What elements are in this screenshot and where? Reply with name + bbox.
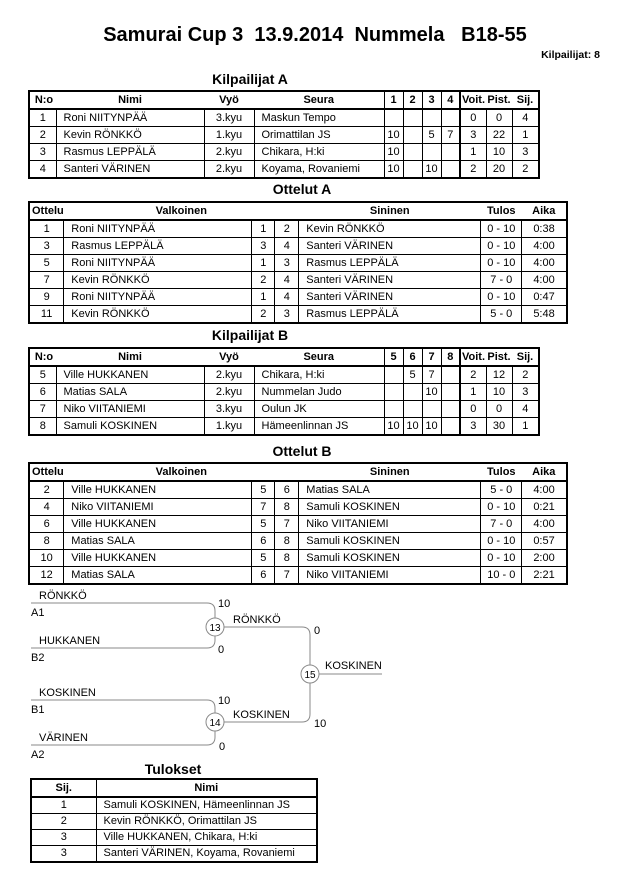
col-match: Ottelu bbox=[29, 463, 64, 481]
score-cell: 5 bbox=[403, 366, 422, 384]
col-score-3: 3 bbox=[422, 91, 441, 109]
col-points: Pist. bbox=[486, 348, 512, 366]
white-no-cell: 5 bbox=[252, 550, 275, 567]
belt-cell: 2.kyu bbox=[204, 144, 254, 161]
blue-no-cell: 8 bbox=[275, 533, 299, 550]
score-cell: 10 bbox=[422, 384, 441, 401]
time-cell: 0:57 bbox=[522, 533, 567, 550]
time-cell: 4:00 bbox=[522, 481, 567, 499]
competitor-row bbox=[29, 161, 539, 179]
bracket-score: 0 bbox=[314, 625, 321, 637]
belt-cell: 2.kyu bbox=[204, 384, 254, 401]
no-cell: 6 bbox=[29, 384, 56, 401]
score-cell: 5 bbox=[422, 127, 441, 144]
place-cell: 3 bbox=[512, 144, 539, 161]
white-no-cell: 6 bbox=[252, 567, 275, 585]
blue-no-cell: 3 bbox=[275, 306, 299, 324]
wins-cell: 3 bbox=[460, 127, 486, 144]
bracket-score: 10 bbox=[218, 598, 231, 610]
wins-cell: 2 bbox=[460, 366, 486, 384]
points-cell: 0 bbox=[486, 109, 512, 127]
bracket-score: 0 bbox=[218, 644, 225, 656]
score-cell: 10 bbox=[384, 144, 403, 161]
club-cell: Chikara, H:ki bbox=[254, 366, 384, 384]
blue-name-cell: Kevin RÖNKKÖ bbox=[299, 220, 481, 238]
col-score-5: 5 bbox=[384, 348, 403, 366]
pool-a-heading: Kilpailijat A bbox=[212, 71, 288, 87]
name-cell: Ville HUKKANEN, Chikara, H:ki bbox=[96, 830, 317, 846]
score-cell: 10 bbox=[422, 418, 441, 436]
wins-cell: 2 bbox=[460, 161, 486, 179]
score-cell bbox=[422, 144, 441, 161]
result-row bbox=[31, 846, 317, 863]
blue-no-cell: 8 bbox=[275, 499, 299, 516]
results-heading: Tulokset bbox=[144, 761, 202, 777]
place-cell: 1 bbox=[512, 127, 539, 144]
score-cell: 10 bbox=[403, 418, 422, 436]
blue-name-cell: Santeri VÄRINEN bbox=[299, 289, 481, 306]
time-cell: 4:00 bbox=[522, 272, 567, 289]
match-row bbox=[29, 516, 567, 533]
blue-name-cell: Santeri VÄRINEN bbox=[299, 238, 481, 255]
match-no-cell: 4 bbox=[29, 499, 64, 516]
match-no-cell: 10 bbox=[29, 550, 64, 567]
result-cell: 0 - 10 bbox=[481, 220, 522, 238]
col-place: Sij. bbox=[512, 348, 539, 366]
pool-b-table bbox=[28, 347, 540, 436]
score-cell bbox=[384, 366, 403, 384]
belt-cell: 2.kyu bbox=[204, 161, 254, 179]
competitor-row bbox=[29, 127, 539, 144]
result-row bbox=[31, 814, 317, 830]
bracket-match-number: 13 bbox=[209, 623, 221, 634]
bracket-line bbox=[224, 627, 310, 665]
white-name-cell: Roni NIITYNPÄÄ bbox=[64, 255, 252, 272]
score-cell bbox=[403, 384, 422, 401]
time-cell: 4:00 bbox=[522, 238, 567, 255]
white-name-cell: Kevin RÖNKKÖ bbox=[64, 306, 252, 324]
col-score-7: 7 bbox=[422, 348, 441, 366]
col-no: N:o bbox=[29, 348, 56, 366]
col-wins: Voit. bbox=[460, 91, 486, 109]
no-cell: 2 bbox=[29, 127, 56, 144]
no-cell: 4 bbox=[29, 161, 56, 179]
time-cell: 0:38 bbox=[522, 220, 567, 238]
points-cell: 12 bbox=[486, 366, 512, 384]
white-name-cell: Matias SALA bbox=[64, 533, 252, 550]
place-cell: 3 bbox=[31, 846, 96, 863]
bracket-score: 10 bbox=[218, 695, 231, 707]
header-row bbox=[29, 463, 567, 481]
match-row bbox=[29, 306, 567, 324]
competitors-count: Kilpailijat: 8 bbox=[541, 49, 600, 61]
match-no-cell: 3 bbox=[29, 238, 64, 255]
blue-name-cell: Samuli KOSKINEN bbox=[299, 499, 481, 516]
time-cell: 2:21 bbox=[522, 567, 567, 585]
col-name: Nimi bbox=[56, 91, 204, 109]
final-bracket-diagram bbox=[0, 585, 440, 770]
score-cell bbox=[441, 401, 460, 418]
matches-a-table bbox=[28, 201, 568, 324]
bracket-winner-name: KOSKINEN bbox=[325, 660, 382, 672]
result-cell: 0 - 10 bbox=[481, 550, 522, 567]
white-name-cell: Ville HUKKANEN bbox=[64, 481, 252, 499]
match-no-cell: 9 bbox=[29, 289, 64, 306]
wins-cell: 0 bbox=[460, 109, 486, 127]
match-row bbox=[29, 567, 567, 585]
white-name-cell: Kevin RÖNKKÖ bbox=[64, 272, 252, 289]
score-cell bbox=[403, 161, 422, 179]
match-row bbox=[29, 499, 567, 516]
score-cell bbox=[441, 109, 460, 127]
pool-b-heading: Kilpailijat B bbox=[211, 327, 289, 343]
match-row bbox=[29, 289, 567, 306]
bracket-line bbox=[31, 700, 215, 713]
match-row bbox=[29, 533, 567, 550]
blue-no-cell: 7 bbox=[275, 516, 299, 533]
wins-cell: 3 bbox=[460, 418, 486, 436]
time-cell: 4:00 bbox=[522, 516, 567, 533]
blue-no-cell: 4 bbox=[275, 272, 299, 289]
blue-name-cell: Samuli KOSKINEN bbox=[299, 533, 481, 550]
match-row bbox=[29, 272, 567, 289]
white-name-cell: Rasmus LEPPÄLÄ bbox=[64, 238, 252, 255]
name-cell: Santeri VÄRINEN, Koyama, Rovaniemi bbox=[96, 846, 317, 863]
match-row bbox=[29, 481, 567, 499]
competitor-row bbox=[29, 366, 539, 384]
name-cell: Kevin RÖNKKÖ, Orimattilan JS bbox=[96, 814, 317, 830]
header-row bbox=[29, 91, 539, 109]
col-time: Aika bbox=[522, 202, 567, 220]
score-cell: 7 bbox=[441, 127, 460, 144]
place-cell: 1 bbox=[31, 797, 96, 814]
blue-no-cell: 2 bbox=[275, 220, 299, 238]
blue-name-cell: Santeri VÄRINEN bbox=[299, 272, 481, 289]
time-cell: 4:00 bbox=[522, 255, 567, 272]
result-cell: 0 - 10 bbox=[481, 533, 522, 550]
blue-name-cell: Rasmus LEPPÄLÄ bbox=[299, 306, 481, 324]
white-name-cell: Roni NIITYNPÄÄ bbox=[64, 220, 252, 238]
white-name-cell: Ville HUKKANEN bbox=[64, 516, 252, 533]
name-cell: Roni NIITYNPÄÄ bbox=[56, 109, 204, 127]
no-cell: 3 bbox=[29, 144, 56, 161]
score-cell: 10 bbox=[384, 418, 403, 436]
name-cell: Samuli KOSKINEN, Hämeenlinnan JS bbox=[96, 797, 317, 814]
col-club: Seura bbox=[254, 91, 384, 109]
col-blue: Sininen bbox=[299, 463, 481, 481]
col-score-6: 6 bbox=[403, 348, 422, 366]
score-cell bbox=[403, 401, 422, 418]
white-no-cell: 5 bbox=[252, 516, 275, 533]
match-no-cell: 8 bbox=[29, 533, 64, 550]
name-cell: Rasmus LEPPÄLÄ bbox=[56, 144, 204, 161]
result-cell: 0 - 10 bbox=[481, 255, 522, 272]
time-cell: 0:21 bbox=[522, 499, 567, 516]
club-cell: Koyama, Rovaniemi bbox=[254, 161, 384, 179]
result-cell: 10 - 0 bbox=[481, 567, 522, 585]
place-cell: 2 bbox=[31, 814, 96, 830]
score-cell: 10 bbox=[422, 161, 441, 179]
competitor-row bbox=[29, 418, 539, 436]
bracket-winner-name: RÖNKKÖ bbox=[233, 614, 281, 626]
blue-name-cell: Matias SALA bbox=[299, 481, 481, 499]
blue-name-cell: Niko VIITANIEMI bbox=[299, 567, 481, 585]
bracket-seed-label: B1 bbox=[31, 704, 45, 716]
results-table bbox=[30, 778, 318, 863]
result-row bbox=[31, 797, 317, 814]
result-cell: 0 - 10 bbox=[481, 289, 522, 306]
col-place: Sij. bbox=[31, 779, 96, 797]
score-cell bbox=[384, 384, 403, 401]
time-cell: 2:00 bbox=[522, 550, 567, 567]
match-no-cell: 11 bbox=[29, 306, 64, 324]
points-cell: 30 bbox=[486, 418, 512, 436]
result-cell: 0 - 10 bbox=[481, 499, 522, 516]
score-cell: 10 bbox=[384, 161, 403, 179]
white-no-cell: 3 bbox=[252, 238, 275, 255]
place-cell: 3 bbox=[31, 830, 96, 846]
col-points: Pist. bbox=[486, 91, 512, 109]
header-row bbox=[31, 779, 317, 797]
belt-cell: 2.kyu bbox=[204, 366, 254, 384]
bracket-player-name: VÄRINEN bbox=[39, 732, 88, 744]
club-cell: Maskun Tempo bbox=[254, 109, 384, 127]
blue-name-cell: Rasmus LEPPÄLÄ bbox=[299, 255, 481, 272]
points-cell: 22 bbox=[486, 127, 512, 144]
white-no-cell: 1 bbox=[252, 289, 275, 306]
place-cell: 1 bbox=[512, 418, 539, 436]
club-cell: Orimattilan JS bbox=[254, 127, 384, 144]
col-blue: Sininen bbox=[299, 202, 481, 220]
col-score-2: 2 bbox=[403, 91, 422, 109]
club-cell: Nummelan Judo bbox=[254, 384, 384, 401]
col-place: Sij. bbox=[512, 91, 539, 109]
match-row bbox=[29, 255, 567, 272]
bracket-match-number: 15 bbox=[304, 670, 316, 681]
score-cell bbox=[441, 161, 460, 179]
blue-no-cell: 4 bbox=[275, 289, 299, 306]
belt-cell: 1.kyu bbox=[204, 418, 254, 436]
white-name-cell: Matias SALA bbox=[64, 567, 252, 585]
result-cell: 0 - 10 bbox=[481, 238, 522, 255]
place-cell: 4 bbox=[512, 401, 539, 418]
score-cell bbox=[422, 401, 441, 418]
name-cell: Santeri VÄRINEN bbox=[56, 161, 204, 179]
score-cell bbox=[384, 401, 403, 418]
bracket-seed-label: A1 bbox=[31, 607, 45, 619]
score-cell: 10 bbox=[384, 127, 403, 144]
bracket-score: 10 bbox=[314, 718, 327, 730]
col-belt: Vyö bbox=[204, 348, 254, 366]
match-no-cell: 2 bbox=[29, 481, 64, 499]
name-cell: Matias SALA bbox=[56, 384, 204, 401]
result-cell: 5 - 0 bbox=[481, 481, 522, 499]
white-no-cell: 2 bbox=[252, 272, 275, 289]
name-cell: Kevin RÖNKKÖ bbox=[56, 127, 204, 144]
club-cell: Hämeenlinnan JS bbox=[254, 418, 384, 436]
blue-name-cell: Samuli KOSKINEN bbox=[299, 550, 481, 567]
bracket-match-number: 14 bbox=[209, 718, 221, 729]
points-cell: 10 bbox=[486, 384, 512, 401]
col-time: Aika bbox=[522, 463, 567, 481]
name-cell: Samuli KOSKINEN bbox=[56, 418, 204, 436]
no-cell: 7 bbox=[29, 401, 56, 418]
result-cell: 5 - 0 bbox=[481, 306, 522, 324]
blue-no-cell: 6 bbox=[275, 481, 299, 499]
col-name: Nimi bbox=[56, 348, 204, 366]
col-name: Nimi bbox=[96, 779, 317, 797]
match-row bbox=[29, 550, 567, 567]
col-score-1: 1 bbox=[384, 91, 403, 109]
match-no-cell: 5 bbox=[29, 255, 64, 272]
score-cell bbox=[441, 418, 460, 436]
matches-b-table bbox=[28, 462, 568, 585]
white-no-cell: 7 bbox=[252, 499, 275, 516]
white-no-cell: 2 bbox=[252, 306, 275, 324]
score-cell bbox=[422, 109, 441, 127]
white-name-cell: Roni NIITYNPÄÄ bbox=[64, 289, 252, 306]
time-cell: 0:47 bbox=[522, 289, 567, 306]
white-name-cell: Niko VIITANIEMI bbox=[64, 499, 252, 516]
belt-cell: 1.kyu bbox=[204, 127, 254, 144]
score-cell bbox=[403, 144, 422, 161]
match-no-cell: 1 bbox=[29, 220, 64, 238]
bracket-seed-label: A2 bbox=[31, 749, 45, 761]
bracket-score: 0 bbox=[219, 741, 226, 753]
bracket-player-name: HUKKANEN bbox=[39, 635, 101, 647]
score-cell bbox=[441, 366, 460, 384]
match-no-cell: 12 bbox=[29, 567, 64, 585]
matches-b-heading: Ottelut B bbox=[272, 443, 332, 459]
matches-a-heading: Ottelut A bbox=[272, 181, 332, 197]
match-no-cell: 7 bbox=[29, 272, 64, 289]
club-cell: Chikara, H:ki bbox=[254, 144, 384, 161]
competitor-row bbox=[29, 401, 539, 418]
score-cell bbox=[441, 144, 460, 161]
time-cell: 5:48 bbox=[522, 306, 567, 324]
belt-cell: 3.kyu bbox=[204, 401, 254, 418]
result-row bbox=[31, 830, 317, 846]
result-cell: 7 - 0 bbox=[481, 516, 522, 533]
col-match: Ottelu bbox=[29, 202, 64, 220]
header-row bbox=[29, 202, 567, 220]
pool-a-table bbox=[28, 90, 540, 179]
col-no: N:o bbox=[29, 91, 56, 109]
blue-no-cell: 3 bbox=[275, 255, 299, 272]
competitor-row bbox=[29, 109, 539, 127]
score-cell: 7 bbox=[422, 366, 441, 384]
belt-cell: 3.kyu bbox=[204, 109, 254, 127]
name-cell: Ville HUKKANEN bbox=[56, 366, 204, 384]
blue-no-cell: 4 bbox=[275, 238, 299, 255]
header-row bbox=[29, 348, 539, 366]
white-no-cell: 1 bbox=[252, 220, 275, 238]
col-club: Seura bbox=[254, 348, 384, 366]
no-cell: 8 bbox=[29, 418, 56, 436]
bracket-player-name: KOSKINEN bbox=[39, 687, 96, 699]
wins-cell: 1 bbox=[460, 384, 486, 401]
col-score-8: 8 bbox=[441, 348, 460, 366]
wins-cell: 0 bbox=[460, 401, 486, 418]
match-row bbox=[29, 220, 567, 238]
col-white: Valkoinen bbox=[64, 202, 299, 220]
col-score-4: 4 bbox=[441, 91, 460, 109]
white-name-cell: Ville HUKKANEN bbox=[64, 550, 252, 567]
blue-no-cell: 8 bbox=[275, 550, 299, 567]
col-result: Tulos bbox=[481, 202, 522, 220]
no-cell: 5 bbox=[29, 366, 56, 384]
place-cell: 4 bbox=[512, 109, 539, 127]
points-cell: 0 bbox=[486, 401, 512, 418]
competitor-row bbox=[29, 384, 539, 401]
bracket-player-name: RÖNKKÖ bbox=[39, 590, 87, 602]
white-no-cell: 1 bbox=[252, 255, 275, 272]
score-cell bbox=[403, 127, 422, 144]
blue-name-cell: Niko VIITANIEMI bbox=[299, 516, 481, 533]
white-no-cell: 5 bbox=[252, 481, 275, 499]
wins-cell: 1 bbox=[460, 144, 486, 161]
match-row bbox=[29, 238, 567, 255]
score-cell bbox=[403, 109, 422, 127]
score-cell bbox=[441, 384, 460, 401]
page-title: Samurai Cup 3 13.9.2014 Nummela B18-55 bbox=[103, 24, 527, 46]
bracket-winner-name: KOSKINEN bbox=[233, 709, 290, 721]
points-cell: 10 bbox=[486, 144, 512, 161]
club-cell: Oulun JK bbox=[254, 401, 384, 418]
place-cell: 2 bbox=[512, 366, 539, 384]
place-cell: 2 bbox=[512, 161, 539, 179]
name-cell: Niko VIITANIEMI bbox=[56, 401, 204, 418]
result-cell: 7 - 0 bbox=[481, 272, 522, 289]
score-cell bbox=[384, 109, 403, 127]
points-cell: 20 bbox=[486, 161, 512, 179]
match-no-cell: 6 bbox=[29, 516, 64, 533]
col-wins: Voit. bbox=[460, 348, 486, 366]
place-cell: 3 bbox=[512, 384, 539, 401]
bracket-line bbox=[31, 603, 215, 618]
col-result: Tulos bbox=[481, 463, 522, 481]
col-belt: Vyö bbox=[204, 91, 254, 109]
competitor-row bbox=[29, 144, 539, 161]
bracket-seed-label: B2 bbox=[31, 652, 45, 664]
col-white: Valkoinen bbox=[64, 463, 299, 481]
no-cell: 1 bbox=[29, 109, 56, 127]
white-no-cell: 6 bbox=[252, 533, 275, 550]
blue-no-cell: 7 bbox=[275, 567, 299, 585]
